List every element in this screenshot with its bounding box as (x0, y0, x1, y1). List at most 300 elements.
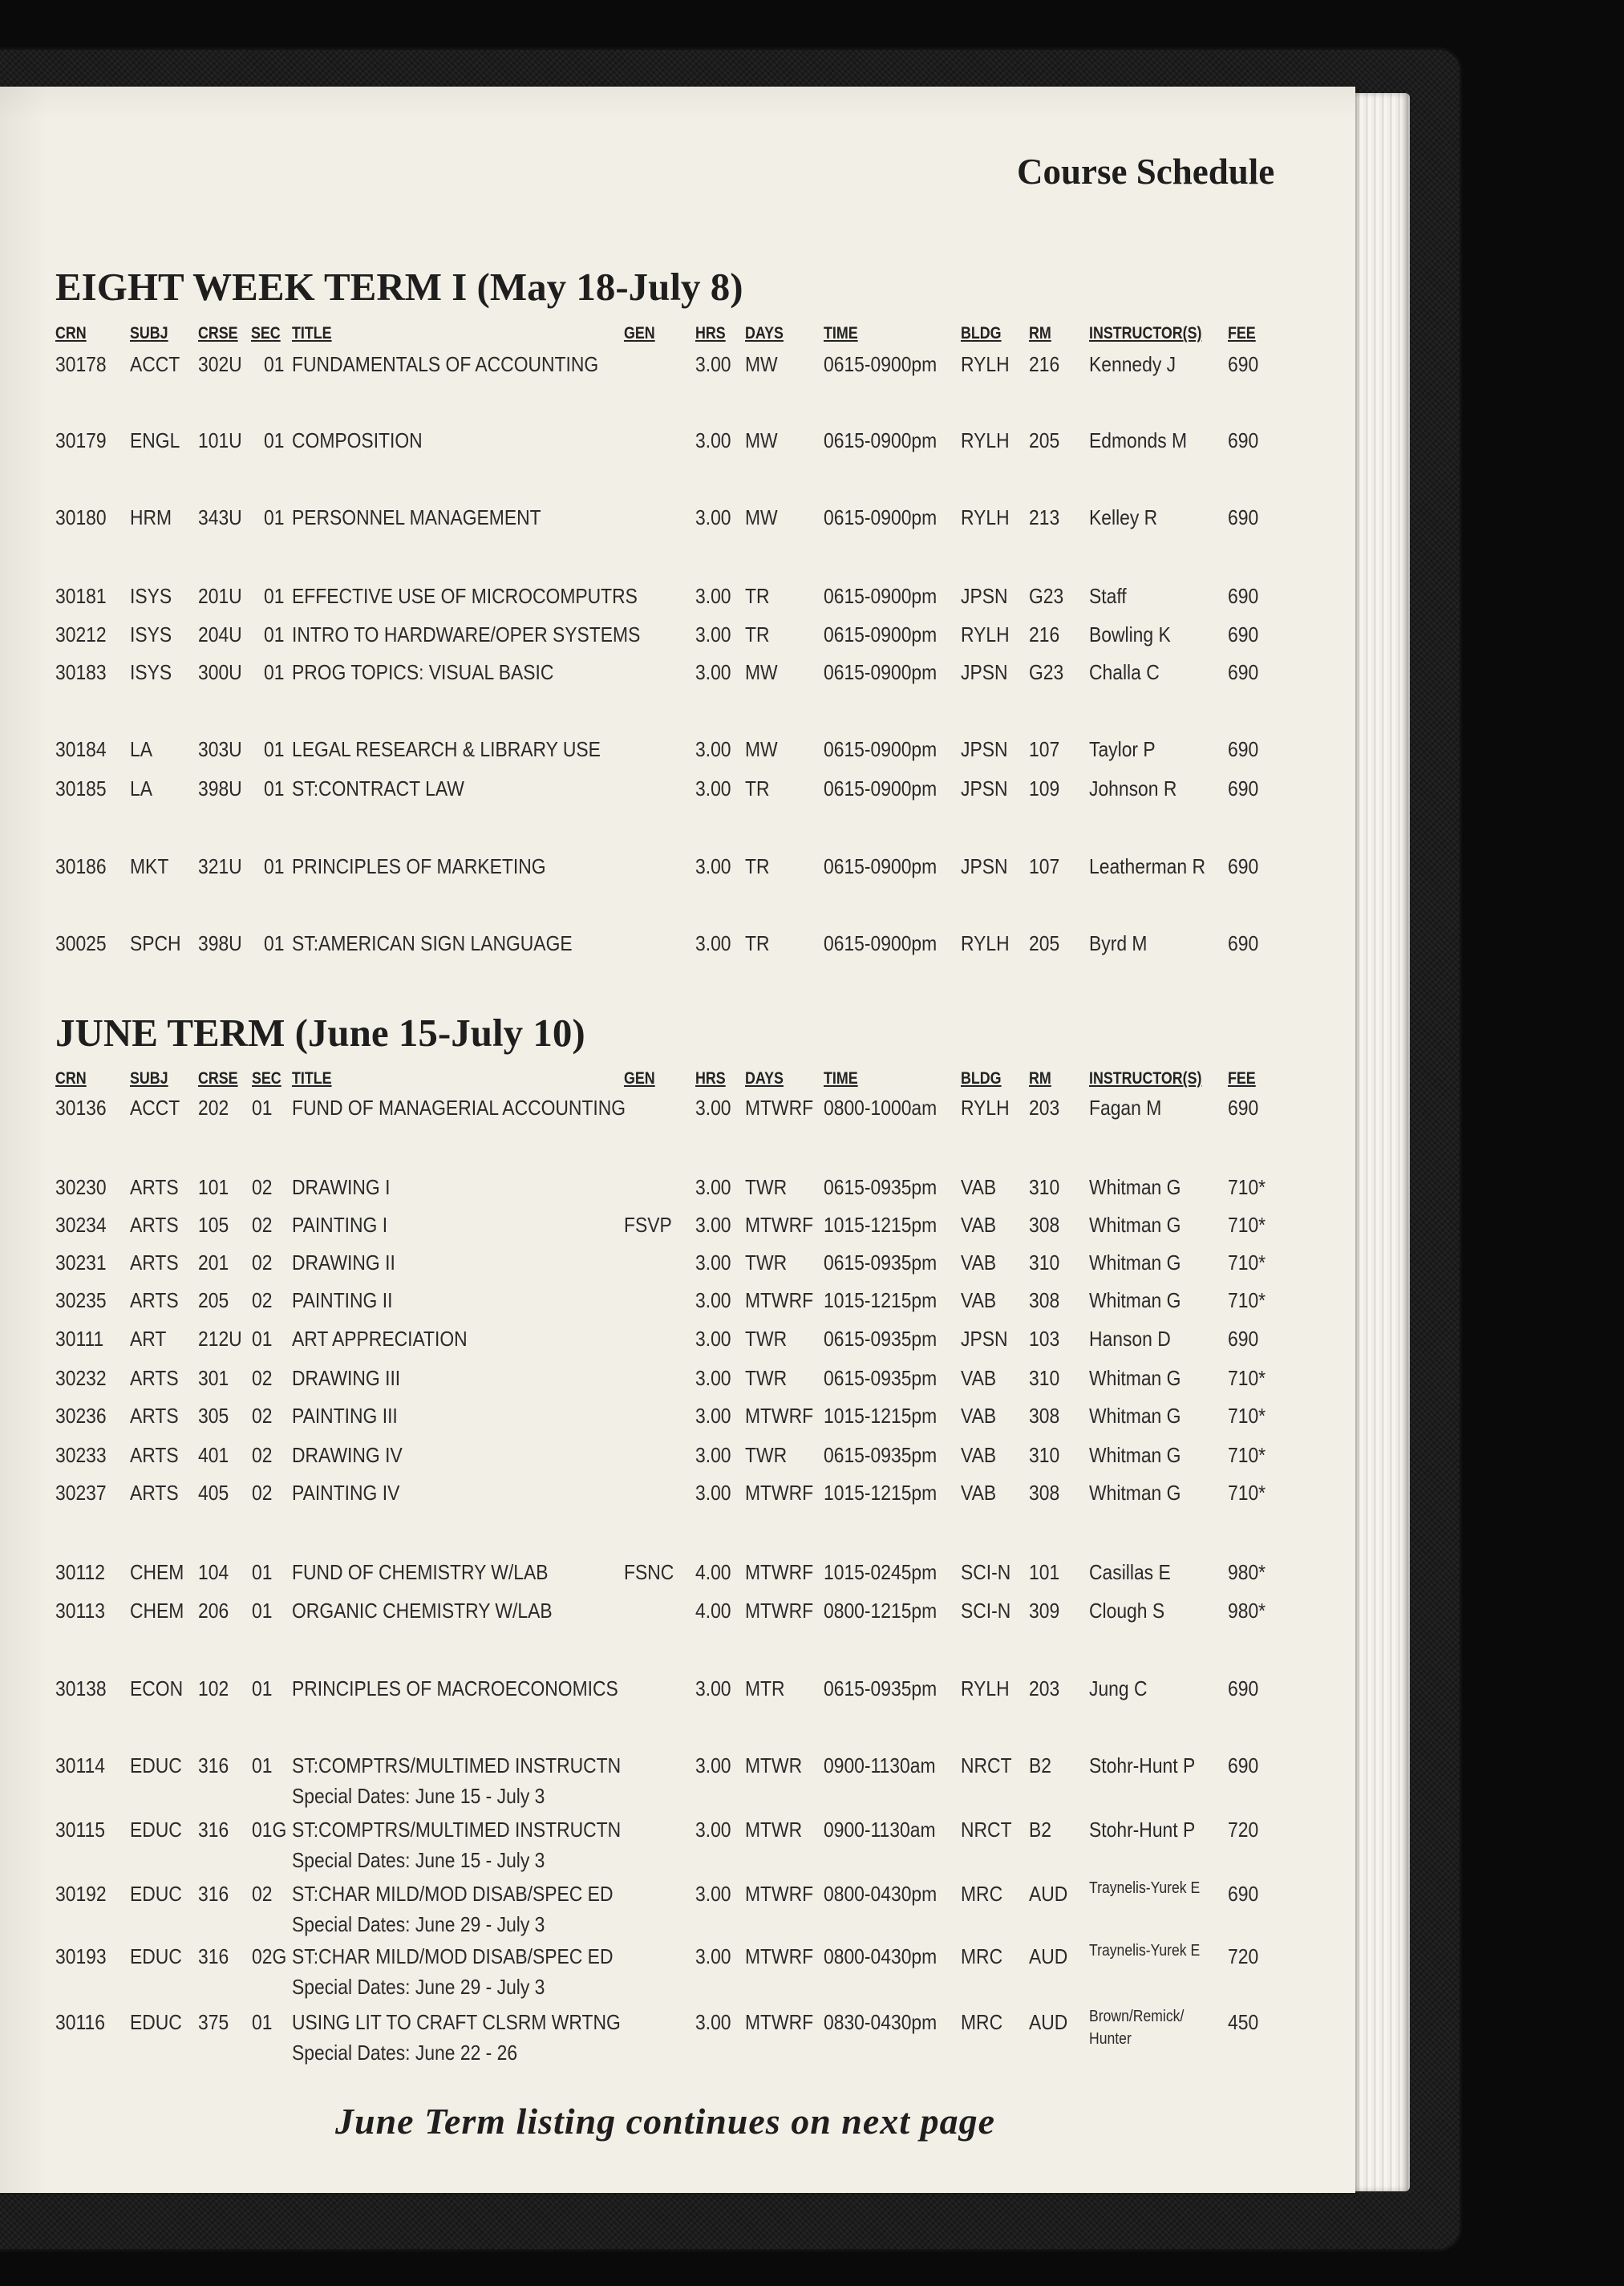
crn-cell: 30178 (55, 352, 107, 376)
column-header-hrs: HRS (695, 1069, 726, 1088)
course-row (0, 1599, 1355, 1623)
column-header-days: DAYS (745, 324, 784, 342)
course-row (0, 1288, 1355, 1312)
building-cell: JPSN (961, 854, 1008, 878)
crn-cell: 30181 (55, 584, 107, 608)
meeting-days-cell: MTWRF (745, 1481, 814, 1505)
section-cell: 01 (252, 1560, 273, 1584)
course-row (0, 1096, 1355, 1120)
meeting-time-cell: 0900-1130am (824, 1753, 936, 1777)
course-number-cell: 212U (198, 1327, 242, 1351)
subject-cell: ARTS (130, 1404, 179, 1428)
section-cell: 02 (252, 1288, 273, 1312)
subject-cell: LA (130, 776, 152, 801)
course-row (0, 1404, 1355, 1428)
subject-cell: ACCT (130, 352, 180, 376)
meeting-time-cell: 0900-1130am (824, 1818, 936, 1842)
fee-cell: 690 (1228, 584, 1259, 608)
course-row (0, 776, 1355, 801)
section-cell: 02 (252, 1481, 273, 1505)
building-cell: RYLH (961, 1096, 1010, 1120)
building-cell: JPSN (961, 776, 1008, 801)
fee-cell: 710* (1228, 1443, 1266, 1467)
section-cell: 02 (252, 1213, 273, 1237)
credit-hours-cell: 3.00 (695, 1944, 731, 1968)
building-cell: RYLH (961, 622, 1010, 646)
course-title-cell: USING LIT TO CRAFT CLSRM WRTNG (292, 2010, 621, 2034)
meeting-days-cell: TWR (745, 1250, 788, 1275)
credit-hours-cell: 3.00 (695, 1882, 731, 1906)
building-cell: MRC (961, 2010, 1003, 2034)
room-cell: G23 (1029, 584, 1064, 608)
column-header-time: TIME (824, 1069, 858, 1088)
course-title-cell: PRINCIPLES OF MARKETING (292, 854, 546, 878)
course-title-cell: ST:COMPTRS/MULTIMED INSTRUCTN (292, 1818, 622, 1842)
page-header: Course Schedule (1017, 152, 1275, 192)
course-title-cell: DRAWING IV (292, 1443, 403, 1467)
meeting-time-cell: 1015-1215pm (824, 1404, 938, 1428)
fee-cell: 720 (1228, 1944, 1259, 1968)
column-header-sec: SEC (251, 324, 281, 342)
building-cell: RYLH (961, 1676, 1010, 1700)
course-title-cell: DRAWING III (292, 1366, 401, 1390)
fee-cell: 690 (1228, 931, 1259, 955)
course-row (0, 428, 1355, 452)
crn-cell: 30113 (55, 1599, 105, 1623)
building-cell: RYLH (961, 931, 1010, 955)
course-number-cell: 303U (198, 737, 242, 761)
fee-cell: 690 (1228, 854, 1259, 878)
course-row (0, 1366, 1355, 1390)
credit-hours-cell: 3.00 (695, 1096, 731, 1120)
meeting-time-cell: 0615-0935pm (824, 1327, 938, 1351)
crn-cell: 30183 (55, 660, 107, 684)
instructor-cell: Whitman G (1089, 1404, 1181, 1428)
column-header-crn: CRN (55, 324, 87, 342)
credit-hours-cell: 3.00 (695, 931, 731, 955)
room-cell: AUD (1029, 2010, 1068, 2034)
instructor-cell: Traynelis-Yurek E (1089, 1879, 1201, 1897)
credit-hours-cell: 3.00 (695, 1404, 731, 1428)
subject-cell: ECON (130, 1676, 184, 1700)
column-header-time: TIME (824, 324, 858, 342)
course-row (0, 1213, 1355, 1237)
column-header-rm: RM (1029, 1069, 1051, 1088)
section-cell: 01G (252, 1818, 287, 1842)
meeting-days-cell: TR (745, 854, 770, 878)
course-title-cell: INTRO TO HARDWARE/OPER SYSTEMS (292, 622, 641, 646)
meeting-days-cell: MTWRF (745, 1944, 814, 1968)
meeting-time-cell: 0615-0900pm (824, 584, 938, 608)
instructor-cell: Challa C (1089, 660, 1160, 684)
instructor-cell: Brown/Remick/ (1089, 2008, 1185, 2025)
meeting-days-cell: TWR (745, 1175, 788, 1199)
course-row (0, 584, 1355, 608)
room-cell: 310 (1029, 1366, 1060, 1390)
meeting-time-cell: 0615-0900pm (824, 622, 938, 646)
course-title-cell: ST:CONTRACT LAW (292, 776, 464, 801)
building-cell: VAB (961, 1366, 997, 1390)
room-cell: 308 (1029, 1213, 1060, 1237)
instructor-cell: Whitman G (1089, 1250, 1181, 1275)
crn-cell: 30114 (55, 1753, 105, 1777)
section-cell: 01 (264, 931, 285, 955)
meeting-time-cell: 0800-0430pm (824, 1944, 938, 1968)
meeting-days-cell: MTWRF (745, 1404, 814, 1428)
instructor-cell: Fagan M (1089, 1096, 1162, 1120)
crn-cell: 30025 (55, 931, 107, 955)
course-number-cell: 398U (198, 931, 242, 955)
course-number-cell: 105 (198, 1213, 229, 1237)
column-header-fee: FEE (1228, 324, 1256, 342)
subject-cell: ARTS (130, 1366, 179, 1390)
credit-hours-cell: 3.00 (695, 1443, 731, 1467)
instructor-cell: Whitman G (1089, 1175, 1181, 1199)
meeting-days-cell: MW (745, 660, 778, 684)
column-header-sec: SEC (252, 1069, 281, 1088)
credit-hours-cell: 3.00 (695, 1327, 731, 1351)
room-cell: G23 (1029, 660, 1064, 684)
section-cell: 02 (252, 1250, 273, 1275)
course-number-cell: 101 (198, 1175, 229, 1199)
crn-cell: 30185 (55, 776, 107, 801)
section-cell: 01 (252, 1753, 273, 1777)
section-cell: 02 (252, 1366, 273, 1390)
room-cell: 310 (1029, 1443, 1060, 1467)
section-cell: 01 (264, 660, 285, 684)
room-cell: AUD (1029, 1882, 1068, 1906)
section-title: EIGHT WEEK TERM I (May 18-July 8) (55, 265, 743, 309)
meeting-time-cell: 0615-0900pm (824, 660, 938, 684)
course-title-cell: ST:CHAR MILD/MOD DISAB/SPEC ED (292, 1882, 614, 1906)
meeting-days-cell: TR (745, 622, 770, 646)
crn-cell: 30234 (55, 1213, 107, 1237)
meeting-time-cell: 0615-0900pm (824, 352, 938, 376)
course-number-cell: 401 (198, 1443, 229, 1467)
crn-cell: 30230 (55, 1175, 107, 1199)
meeting-time-cell: 0615-0900pm (824, 428, 938, 452)
meeting-time-cell: 0615-0900pm (824, 854, 938, 878)
course-row (0, 1560, 1355, 1584)
meeting-time-cell: 1015-0245pm (824, 1560, 938, 1584)
meeting-days-cell: MW (745, 428, 778, 452)
building-cell: VAB (961, 1404, 997, 1428)
fee-cell: 720 (1228, 1818, 1259, 1842)
continuation-note: June Term listing continues on next page (335, 2101, 995, 2142)
column-header-hrs: HRS (695, 324, 726, 342)
room-cell: AUD (1029, 1944, 1068, 1968)
course-number-cell: 202 (198, 1096, 229, 1120)
crn-cell: 30186 (55, 854, 107, 878)
course-title-cell: DRAWING II (292, 1250, 395, 1275)
subject-cell: ARTS (130, 1288, 179, 1312)
instructor-cell: Leatherman R (1089, 854, 1205, 878)
room-cell: 309 (1029, 1599, 1060, 1623)
instructor-cell: Staff (1089, 584, 1127, 608)
credit-hours-cell: 3.00 (695, 1818, 731, 1842)
column-header-crse: CRSE (198, 1069, 238, 1088)
building-cell: SCI-N (961, 1599, 1011, 1623)
column-header-days: DAYS (745, 1069, 784, 1088)
subject-cell: ISYS (130, 622, 172, 646)
course-number-cell: 316 (198, 1818, 229, 1842)
subject-cell: CHEM (130, 1599, 184, 1623)
building-cell: VAB (961, 1213, 997, 1237)
room-cell: 308 (1029, 1404, 1060, 1428)
meeting-time-cell: 1015-1215pm (824, 1288, 938, 1312)
course-row (0, 352, 1355, 376)
course-title-cell: ST:COMPTRS/MULTIMED INSTRUCTN (292, 1753, 622, 1777)
course-row (0, 1942, 1355, 1999)
room-cell: 216 (1029, 622, 1060, 646)
crn-cell: 30236 (55, 1404, 107, 1428)
room-cell: 205 (1029, 428, 1060, 452)
credit-hours-cell: 3.00 (695, 622, 731, 646)
credit-hours-cell: 3.00 (695, 1175, 731, 1199)
meeting-days-cell: MTWRF (745, 1096, 814, 1120)
fee-cell: 690 (1228, 660, 1259, 684)
room-cell: 310 (1029, 1175, 1060, 1199)
section-cell: 01 (264, 352, 285, 376)
course-number-cell: 104 (198, 1560, 229, 1584)
meeting-days-cell: MW (745, 505, 778, 529)
credit-hours-cell: 3.00 (695, 776, 731, 801)
building-cell: RYLH (961, 352, 1010, 376)
subject-cell: EDUC (130, 1882, 182, 1906)
subject-cell: ARTS (130, 1250, 179, 1275)
column-header-crse: CRSE (198, 324, 238, 342)
meeting-time-cell: 0615-0900pm (824, 776, 938, 801)
course-title-cell: PAINTING IV (292, 1481, 400, 1505)
meeting-days-cell: MTWRF (745, 1288, 814, 1312)
room-cell: 109 (1029, 776, 1060, 801)
instructor-cell-continued: Hunter (1089, 2030, 1132, 2048)
gen-ed-cell: FSNC (624, 1560, 674, 1584)
meeting-days-cell: MTWRF (745, 1560, 814, 1584)
building-cell: MRC (961, 1944, 1003, 1968)
meeting-days-cell: MTWRF (745, 2010, 814, 2034)
meeting-days-cell: MTWR (745, 1818, 803, 1842)
course-title-cell: DRAWING I (292, 1175, 391, 1199)
column-header-gen: GEN (624, 1069, 655, 1088)
section-cell: 01 (264, 776, 285, 801)
course-row (0, 660, 1355, 684)
course-title-cell: PROG TOPICS: VISUAL BASIC (292, 660, 554, 684)
room-cell: 310 (1029, 1250, 1060, 1275)
column-header-subj: SUBJ (130, 324, 168, 342)
course-number-cell: 201U (198, 584, 242, 608)
catalog-page (0, 87, 1355, 2193)
room-cell: 103 (1029, 1327, 1060, 1351)
meeting-days-cell: TWR (745, 1366, 788, 1390)
course-title-cell: ORGANIC CHEMISTRY W/LAB (292, 1599, 553, 1623)
meeting-time-cell: 0800-1000am (824, 1096, 938, 1120)
section-cell: 01 (252, 1676, 273, 1700)
subject-cell: EDUC (130, 1753, 182, 1777)
course-title-cell: PERSONNEL MANAGEMENT (292, 505, 541, 529)
course-row (0, 1481, 1355, 1505)
credit-hours-cell: 3.00 (695, 854, 731, 878)
instructor-cell: Edmonds M (1089, 428, 1188, 452)
section-cell: 02 (252, 1404, 273, 1428)
credit-hours-cell: 4.00 (695, 1560, 731, 1584)
crn-cell: 30184 (55, 737, 107, 761)
section-cell: 02 (252, 1443, 273, 1467)
meeting-time-cell: 0615-0900pm (824, 931, 938, 955)
column-header-row (0, 324, 1355, 348)
section-cell: 02 (252, 1882, 273, 1906)
gen-ed-cell: FSVP (624, 1213, 672, 1237)
credit-hours-cell: 3.00 (695, 1250, 731, 1275)
column-header-instructor: INSTRUCTOR(S) (1089, 324, 1202, 342)
course-row (0, 931, 1355, 955)
credit-hours-cell: 4.00 (695, 1599, 731, 1623)
fee-cell: 710* (1228, 1288, 1266, 1312)
building-cell: VAB (961, 1175, 997, 1199)
room-cell: 216 (1029, 352, 1060, 376)
special-dates-note: Special Dates: June 15 - July 3 (292, 1784, 545, 1808)
course-row (0, 1818, 1355, 1872)
meeting-time-cell: 0830-0430pm (824, 2010, 938, 2034)
building-cell: VAB (961, 1250, 997, 1275)
course-number-cell: 305 (198, 1404, 229, 1428)
crn-cell: 30232 (55, 1366, 107, 1390)
course-number-cell: 206 (198, 1599, 229, 1623)
room-cell: 107 (1029, 737, 1060, 761)
section-cell: 02 (252, 1175, 273, 1199)
meeting-time-cell: 1015-1215pm (824, 1213, 938, 1237)
course-title-cell: EFFECTIVE USE OF MICROCOMPUTRS (292, 584, 638, 608)
subject-cell: ARTS (130, 1213, 179, 1237)
instructor-cell: Whitman G (1089, 1366, 1181, 1390)
fee-cell: 690 (1228, 352, 1259, 376)
special-dates-note: Special Dates: June 29 - July 3 (292, 1975, 545, 1999)
course-row (0, 1443, 1355, 1467)
building-cell: VAB (961, 1288, 997, 1312)
course-row (0, 1250, 1355, 1275)
section-cell: 01 (264, 428, 285, 452)
crn-cell: 30136 (55, 1096, 107, 1120)
column-header-instructor: INSTRUCTOR(S) (1089, 1069, 1202, 1088)
course-row (0, 2008, 1355, 2065)
crn-cell: 30231 (55, 1250, 107, 1275)
column-header-row (0, 1069, 1355, 1093)
fee-cell: 980* (1228, 1560, 1266, 1584)
fee-cell: 450 (1228, 2010, 1259, 2034)
crn-cell: 30116 (55, 2010, 105, 2034)
instructor-cell: Whitman G (1089, 1481, 1181, 1505)
section-cell: 02G (252, 1944, 287, 1968)
credit-hours-cell: 3.00 (695, 660, 731, 684)
instructor-cell: Kennedy J (1089, 352, 1176, 376)
fee-cell: 710* (1228, 1250, 1266, 1275)
meeting-days-cell: MTWRF (745, 1599, 814, 1623)
instructor-cell: Hanson D (1089, 1327, 1171, 1351)
subject-cell: EDUC (130, 1944, 182, 1968)
meeting-time-cell: 0615-0900pm (824, 737, 938, 761)
credit-hours-cell: 3.00 (695, 1366, 731, 1390)
course-title-cell: PAINTING II (292, 1288, 393, 1312)
course-number-cell: 405 (198, 1481, 229, 1505)
crn-cell: 30237 (55, 1481, 107, 1505)
building-cell: RYLH (961, 428, 1010, 452)
instructor-cell: Jung C (1089, 1676, 1148, 1700)
credit-hours-cell: 3.00 (695, 1676, 731, 1700)
subject-cell: ARTS (130, 1481, 179, 1505)
credit-hours-cell: 3.00 (695, 352, 731, 376)
course-number-cell: 375 (198, 2010, 229, 2034)
crn-cell: 30233 (55, 1443, 107, 1467)
instructor-cell: Taylor P (1089, 737, 1156, 761)
course-number-cell: 205 (198, 1288, 229, 1312)
course-title-cell: COMPOSITION (292, 428, 423, 452)
credit-hours-cell: 3.00 (695, 584, 731, 608)
credit-hours-cell: 3.00 (695, 1288, 731, 1312)
subject-cell: HRM (130, 505, 172, 529)
fee-cell: 690 (1228, 1882, 1259, 1906)
subject-cell: CHEM (130, 1560, 184, 1584)
course-title-cell: FUNDAMENTALS OF ACCOUNTING (292, 352, 599, 376)
credit-hours-cell: 3.00 (695, 1481, 731, 1505)
crn-cell: 30111 (55, 1327, 104, 1351)
fee-cell: 690 (1228, 1096, 1259, 1120)
room-cell: 308 (1029, 1481, 1060, 1505)
meeting-days-cell: TR (745, 584, 770, 608)
building-cell: RYLH (961, 505, 1010, 529)
subject-cell: LA (130, 737, 152, 761)
subject-cell: EDUC (130, 1818, 182, 1842)
special-dates-note: Special Dates: June 22 - 26 (292, 2041, 518, 2065)
course-number-cell: 321U (198, 854, 242, 878)
meeting-time-cell: 0800-1215pm (824, 1599, 938, 1623)
course-title-cell: ST:AMERICAN SIGN LANGUAGE (292, 931, 573, 955)
instructor-cell: Johnson R (1089, 776, 1177, 801)
crn-cell: 30193 (55, 1944, 107, 1968)
subject-cell: ISYS (130, 584, 172, 608)
instructor-cell: Whitman G (1089, 1443, 1181, 1467)
subject-cell: SPCH (130, 931, 181, 955)
instructor-cell: Byrd M (1089, 931, 1148, 955)
subject-cell: ACCT (130, 1096, 180, 1120)
course-number-cell: 300U (198, 660, 242, 684)
fee-cell: 690 (1228, 1327, 1259, 1351)
section-cell: 01 (264, 584, 285, 608)
subject-cell: EDUC (130, 2010, 182, 2034)
fee-cell: 690 (1228, 505, 1259, 529)
meeting-time-cell: 0615-0900pm (824, 505, 938, 529)
meeting-days-cell: MTWR (745, 1753, 803, 1777)
crn-cell: 30180 (55, 505, 107, 529)
fee-cell: 710* (1228, 1404, 1266, 1428)
course-title-cell: PAINTING I (292, 1213, 388, 1237)
meeting-time-cell: 0615-0935pm (824, 1175, 938, 1199)
meeting-time-cell: 0615-0935pm (824, 1443, 938, 1467)
course-row (0, 854, 1355, 878)
course-title-cell: ST:CHAR MILD/MOD DISAB/SPEC ED (292, 1944, 614, 1968)
instructor-cell: Stohr-Hunt P (1089, 1753, 1196, 1777)
column-header-title: TITLE (292, 324, 332, 342)
course-number-cell: 301 (198, 1366, 229, 1390)
credit-hours-cell: 3.00 (695, 1753, 731, 1777)
page-edges (1347, 93, 1410, 2191)
building-cell: NRCT (961, 1753, 1012, 1777)
column-header-gen: GEN (624, 324, 655, 342)
credit-hours-cell: 3.00 (695, 428, 731, 452)
course-row (0, 1879, 1355, 1936)
meeting-days-cell: TR (745, 931, 770, 955)
section-cell: 01 (264, 505, 285, 529)
room-cell: 203 (1029, 1676, 1060, 1700)
